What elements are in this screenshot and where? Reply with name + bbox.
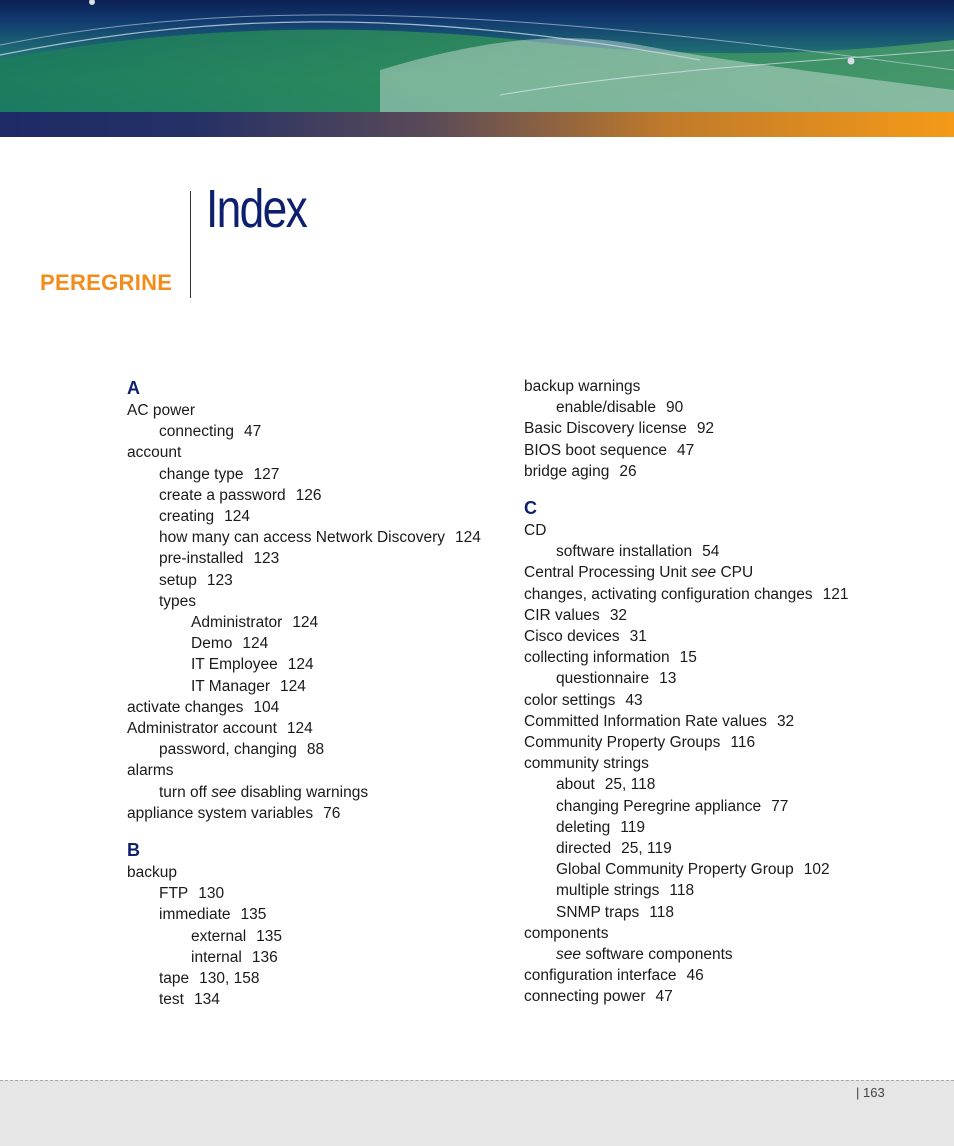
index-page-ref[interactable]: 127 <box>253 465 280 483</box>
index-entry <box>524 584 944 605</box>
index-entry <box>127 570 507 591</box>
index-term: backup <box>127 864 177 882</box>
index-term: how many can access Network Discovery <box>159 529 445 547</box>
index-term: components <box>524 924 609 942</box>
index-page-ref[interactable]: 13 <box>659 670 677 688</box>
index-entry <box>524 986 944 1007</box>
index-term: test <box>159 991 184 1009</box>
index-page-ref[interactable]: 126 <box>295 486 322 504</box>
index-entry <box>127 506 507 527</box>
index-term: questionnaire <box>556 670 650 688</box>
index-entry <box>127 442 507 463</box>
index-entry <box>524 796 944 817</box>
index-term: Central Processing Unit <box>524 564 687 582</box>
index-term: color settings <box>524 691 616 709</box>
index-term: enable/disable <box>556 399 656 417</box>
index-entry <box>524 944 944 965</box>
index-entry <box>127 739 507 760</box>
index-entry <box>127 591 507 612</box>
index-term: Community Property Groups <box>524 734 721 752</box>
index-entry <box>524 902 944 923</box>
index-entry <box>127 485 507 506</box>
index-term: bridge aging <box>524 462 610 480</box>
index-entry <box>127 654 507 675</box>
index-term: backup warnings <box>524 378 641 395</box>
index-term: changing Peregrine appliance <box>556 797 762 815</box>
index-page-ref[interactable]: 124 <box>286 720 313 738</box>
index-term: password, changing <box>159 741 297 759</box>
index-term: AC power <box>127 402 196 419</box>
index-term: about <box>556 776 595 794</box>
index-page-ref[interactable]: 130, 158 <box>199 970 260 988</box>
index-term: changes, activating configuration changes <box>524 585 813 603</box>
index-entry <box>127 947 507 968</box>
index-entry <box>524 626 944 647</box>
index-term: CIR values <box>524 606 600 624</box>
index-page-ref[interactable]: 124 <box>287 656 314 674</box>
index-entry <box>127 612 507 633</box>
index-page-ref[interactable]: 88 <box>306 741 325 759</box>
index-page-ref[interactable]: 124 <box>455 529 481 547</box>
index-page-ref[interactable]: 76 <box>323 804 341 822</box>
index-page-ref[interactable]: 124 <box>224 508 251 526</box>
index-term: FTP <box>159 885 189 903</box>
index-entry <box>127 421 507 442</box>
index-page-ref[interactable]: 118 <box>669 882 695 900</box>
index-term: alarms <box>127 762 174 780</box>
index-entry <box>524 838 944 859</box>
index-entry <box>127 968 507 989</box>
brand-logo-text: PEREGRINE <box>40 270 173 295</box>
index-entry <box>524 376 944 397</box>
index-term: Administrator <box>191 614 283 632</box>
index-term: connecting <box>159 423 234 441</box>
index-page-ref[interactable]: 92 <box>696 420 715 438</box>
index-term: BIOS boot sequence <box>524 441 668 459</box>
index-page-ref[interactable]: 121 <box>822 585 849 603</box>
index-page-ref[interactable]: 77 <box>771 797 789 815</box>
index-entry <box>524 440 944 461</box>
index-entry <box>524 520 944 541</box>
index-page-ref[interactable]: 90 <box>665 399 684 417</box>
index-term: external <box>191 927 247 945</box>
header-banner-image <box>0 0 954 112</box>
index-page-ref[interactable]: 32 <box>776 712 795 730</box>
index-term: SNMP traps <box>556 903 640 921</box>
index-entry <box>127 718 507 739</box>
index-term: Demo <box>191 635 233 653</box>
index-term: types <box>159 592 197 610</box>
index-entry <box>524 774 944 795</box>
index-term: immediate <box>159 906 231 924</box>
index-column-right <box>524 376 944 1008</box>
index-page-ref[interactable]: 123 <box>253 550 280 568</box>
index-page-ref[interactable]: 15 <box>679 649 697 667</box>
index-entry <box>127 862 507 883</box>
index-entry <box>127 760 507 781</box>
index-entry <box>127 548 507 569</box>
page-title: Index <box>206 179 307 239</box>
index-page-ref[interactable]: 134 <box>193 991 220 1009</box>
index-entry <box>524 461 944 482</box>
index-entry <box>524 923 944 944</box>
page-number: | 163 <box>856 1085 885 1100</box>
see-reference-target: CPU <box>720 564 754 582</box>
index-entry <box>127 803 507 824</box>
index-entry <box>524 690 944 711</box>
index-term: creating <box>159 508 215 526</box>
index-term: IT Manager <box>191 677 270 695</box>
index-entry <box>127 883 507 904</box>
index-term: directed <box>556 840 612 858</box>
index-entry <box>127 697 507 718</box>
index-letter-heading: A <box>127 378 140 398</box>
index-term: community strings <box>524 755 649 773</box>
index-page-ref[interactable]: 47 <box>677 441 695 459</box>
index-entry <box>127 400 507 421</box>
index-term: IT Employee <box>191 656 278 674</box>
index-term: tape <box>159 970 190 988</box>
index-entry <box>127 904 507 925</box>
index-page-ref[interactable]: 119 <box>620 818 646 836</box>
index-page-ref[interactable]: 116 <box>730 734 756 752</box>
index-term: activate changes <box>127 698 244 716</box>
index-page-ref[interactable]: 47 <box>243 423 262 441</box>
index-page-ref[interactable]: 124 <box>279 677 306 695</box>
index-entry <box>524 562 944 583</box>
see-reference-label: see <box>691 564 717 582</box>
index-term: turn off <box>159 783 207 801</box>
index-page-ref[interactable]: 135 <box>240 906 267 924</box>
index-page-ref[interactable]: 25, 119 <box>621 840 672 858</box>
see-reference-target: disabling warnings <box>240 783 369 801</box>
index-term: collecting information <box>524 649 670 667</box>
index-page-ref[interactable]: 135 <box>256 927 283 945</box>
index-term: Cisco devices <box>524 628 620 646</box>
see-reference-label: see <box>211 783 237 801</box>
index-term: internal <box>191 948 242 966</box>
index-term: pre-installed <box>159 550 244 568</box>
index-term: setup <box>159 571 197 589</box>
index-term: Basic Discovery license <box>524 420 687 438</box>
index-page-ref[interactable]: 124 <box>242 635 269 653</box>
index-term: configuration interface <box>524 967 677 985</box>
index-page-ref[interactable]: 43 <box>625 691 643 709</box>
see-reference-target: software components <box>585 946 733 964</box>
index-entry <box>127 782 507 803</box>
index-page-ref[interactable]: 123 <box>206 571 233 589</box>
index-entry <box>127 989 507 1010</box>
index-entry <box>524 605 944 626</box>
index-term: CD <box>524 522 547 540</box>
index-entry <box>524 397 944 418</box>
index-term: account <box>127 444 182 462</box>
index-page-ref[interactable]: 31 <box>629 628 647 646</box>
index-column-left <box>127 376 507 1010</box>
header-color-band <box>0 112 954 137</box>
index-term: change type <box>159 465 244 483</box>
index-entry <box>127 464 507 485</box>
index-page-ref[interactable]: 25, 118 <box>604 776 656 794</box>
index-page-ref[interactable]: 136 <box>251 948 278 966</box>
index-page-ref[interactable]: 54 <box>702 543 720 561</box>
index-term: create a password <box>159 486 286 504</box>
index-entry <box>524 541 944 562</box>
index-letter-heading: C <box>524 498 537 519</box>
index-page-ref[interactable]: 32 <box>609 606 628 624</box>
index-term: appliance system variables <box>127 804 314 822</box>
index-entry <box>524 732 944 753</box>
title-divider <box>190 191 191 298</box>
index-term: software installation <box>556 543 693 561</box>
index-entry <box>524 817 944 838</box>
index-term: Administrator account <box>127 720 277 738</box>
index-entry <box>127 527 507 548</box>
index-term: connecting power <box>524 988 646 1006</box>
index-entry <box>524 647 944 668</box>
index-page-ref[interactable]: 124 <box>292 614 319 632</box>
index-entry <box>524 880 944 901</box>
index-entry <box>524 418 944 439</box>
index-page-ref[interactable]: 130 <box>198 885 225 903</box>
index-page-ref[interactable]: 118 <box>649 903 674 921</box>
index-page-ref[interactable]: 46 <box>686 967 704 985</box>
index-entry <box>524 711 944 732</box>
see-reference-label: see <box>556 946 581 964</box>
index-entry <box>524 859 944 880</box>
index-term: deleting <box>556 818 611 836</box>
index-entry <box>127 633 507 654</box>
index-term: Global Community Property Group <box>556 861 794 879</box>
index-entry <box>524 753 944 774</box>
index-entry <box>524 965 944 986</box>
index-entry <box>127 926 507 947</box>
index-entry <box>127 676 507 697</box>
index-term: multiple strings <box>556 882 660 900</box>
index-entry <box>524 668 944 689</box>
index-page-ref[interactable]: 104 <box>253 698 280 716</box>
index-term: Committed Information Rate values <box>524 712 767 730</box>
index-page-ref[interactable]: 47 <box>655 988 673 1006</box>
footer-bar <box>0 1080 954 1146</box>
index-letter-heading: B <box>127 840 140 861</box>
index-page-ref[interactable]: 102 <box>803 861 830 879</box>
index-page-ref[interactable]: 26 <box>619 462 637 480</box>
